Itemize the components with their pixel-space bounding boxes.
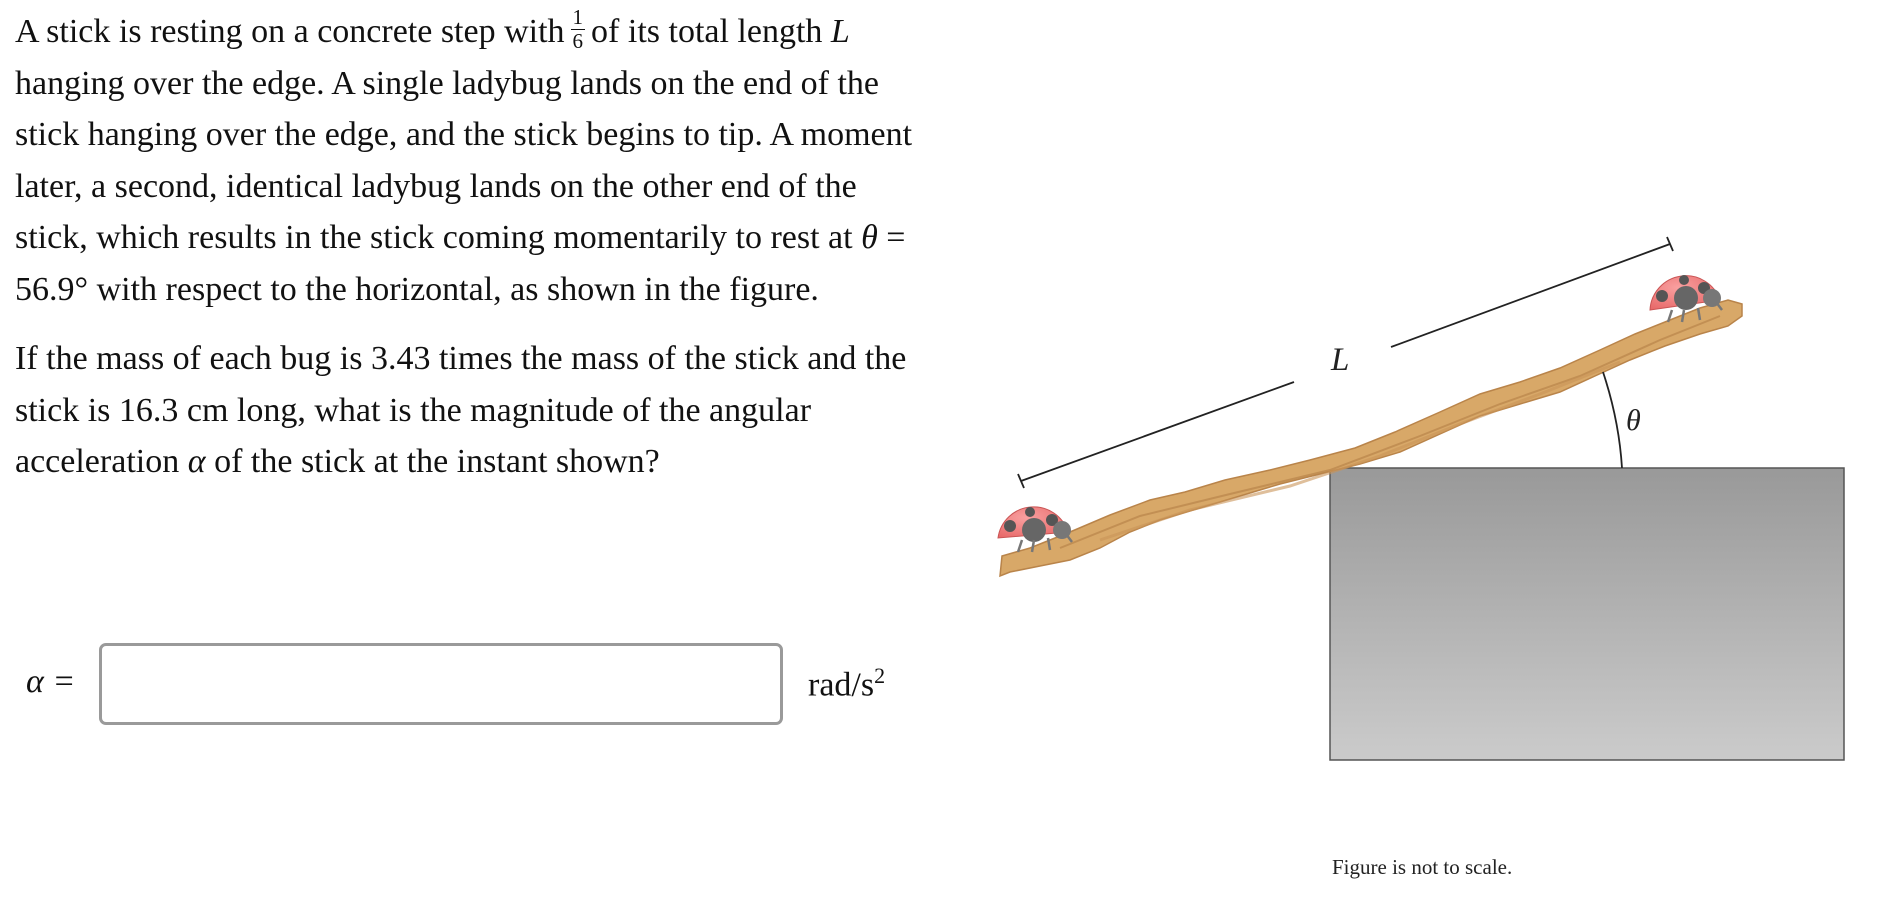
fraction-numerator: 1 xyxy=(572,4,584,29)
answer-unit xyxy=(808,663,885,704)
theta-symbol: θ xyxy=(861,219,878,256)
length-label: L xyxy=(1331,342,1350,378)
problem-text-segment: A stick is resting on a concrete step with xyxy=(15,13,565,50)
length-line-upper xyxy=(1391,244,1670,347)
answer-variable-label: α = xyxy=(26,663,76,700)
unit-text: rad/s xyxy=(808,666,875,704)
length-line-lower xyxy=(1021,382,1294,481)
problem-text xyxy=(15,6,915,488)
angle-arc xyxy=(1603,372,1622,468)
problem-text-segment: of its total length xyxy=(591,13,823,50)
figure xyxy=(990,230,1870,900)
stick-figure-svg xyxy=(990,230,1870,900)
concrete-step xyxy=(1330,468,1844,760)
angle-label: θ xyxy=(1626,404,1641,437)
fraction-one-sixth xyxy=(571,4,586,53)
fraction-denominator: 6 xyxy=(572,28,584,53)
problem-paragraph-1 xyxy=(15,6,915,315)
figure-note: Figure is not to scale. xyxy=(1332,855,1513,879)
problem-paragraph-2 xyxy=(15,333,915,488)
angle-value: = 56.9° xyxy=(15,219,906,308)
problem-text-segment: If the mass of each bug is 3.43 times the mass of the stick and the stick is 16.3 cm long, what is the magnitude of the angular acceleration xyxy=(15,340,907,480)
answer-input[interactable] xyxy=(99,643,783,725)
unit-exponent: 2 xyxy=(874,663,886,688)
alpha-symbol: α xyxy=(187,443,206,480)
problem-text-segment: with respect to the horizontal, as shown in the figure. xyxy=(96,270,819,308)
problem-text-segment: of the stick at the instant shown? xyxy=(214,443,660,480)
answer-row xyxy=(26,643,926,729)
problem-text-segment: hanging over the edge. A single ladybug lands on the end of the stick hanging over the edge, and the stick begins to tip. A moment later, a second, identical ladybug lands on the other end of the stick, which results in the stick coming momentarily to rest at xyxy=(15,64,913,256)
length-symbol: L xyxy=(830,13,850,50)
